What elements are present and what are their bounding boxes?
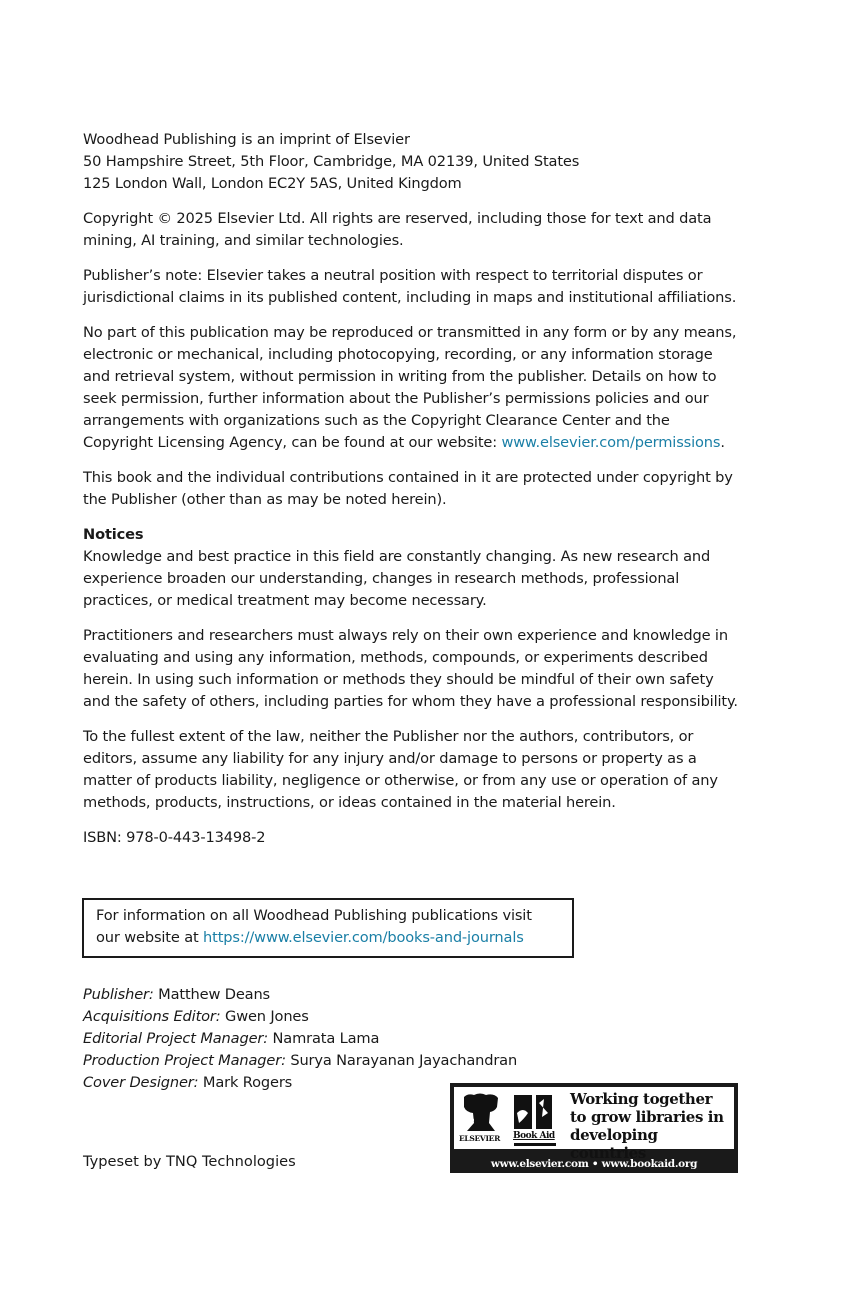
credit-role: Publisher: xyxy=(83,986,154,1003)
logo-panel xyxy=(454,1087,734,1162)
elsevier-bookaid-logo xyxy=(450,1083,738,1173)
infobox-line-1: For information on all Woodhead Publishing publications visit xyxy=(96,907,532,924)
publications-info-box xyxy=(82,898,574,958)
credit-role: Cover Designer: xyxy=(83,1074,199,1091)
copyright-statement: Copyright © 2025 Elsevier Ltd. All rights are reserved, including those for text and data mining, AI training, and similar technologies. xyxy=(83,210,712,249)
infobox-prefix: our website at xyxy=(96,929,204,946)
elsevier-tree-icon xyxy=(462,1093,500,1133)
credit-name: Surya Narayanan Jayachandran xyxy=(285,1052,518,1069)
bookaid-wordmark: Book Aid xyxy=(513,1131,555,1141)
permissions-text: No part of this publication may be reproduced or transmitted in any form or by any means, electronic or mechanical, including photocopying, recording, or any information storage and retrieval system, without permission in writing from the publisher. Details on how to seek permission, further information about the Publisher’s permissions policies and our arrangements with organizations such as the Copyright Clearance Center and the Copyright Licensing Agency, can be found at our website: xyxy=(83,324,737,451)
credit-production-pm xyxy=(83,1050,517,1072)
imprint-line: Woodhead Publishing is an imprint of Elsevier xyxy=(83,131,410,148)
credit-publisher xyxy=(83,984,517,1006)
slogan-line-2: to grow libraries in xyxy=(570,1108,724,1126)
book-aid-icon xyxy=(514,1093,554,1133)
credit-name: Gwen Jones xyxy=(220,1008,309,1025)
slogan-line-1: Working together xyxy=(570,1090,713,1108)
logo-urls: www.elsevier.com • www.bookaid.org xyxy=(490,1158,698,1170)
notices-paragraph-3: To the fullest extent of the law, neither the Publisher nor the authors, contributors, or editors, assume any liability for any injury and/or damage to persons or property as a matter of products liability, negligence or otherwise, or from any use or operation of any methods, products, instructions, or ideas contained in the material herein. xyxy=(83,728,718,811)
credit-acquisitions-editor xyxy=(83,1006,517,1028)
credit-name: Namrata Lama xyxy=(268,1030,380,1047)
elsevier-wordmark: ELSEVIER xyxy=(459,1134,500,1143)
notices-text-1: Knowledge and best practice in this field are constantly changing. As new research and experience broaden our understanding, changes in research methods, professional practices, or medical treatment may become necessary. xyxy=(83,548,711,609)
imprint-block xyxy=(83,129,743,195)
credit-role: Production Project Manager: xyxy=(83,1052,286,1069)
typeset-credit: Typeset by TNQ Technologies xyxy=(83,1153,296,1170)
publishers-note: Publisher’s note: Elsevier takes a neutral position with respect to territorial disputes or jurisdictional claims in its published content, including in maps and institutional affiliations. xyxy=(83,267,737,306)
notices-paragraph-2: Practitioners and researchers must always rely on their own experience and knowledge in evaluating and using any information, methods, compounds, or experiments described herein. In using such information or methods they should be mindful of their own safety and the safety of others, including parties for whom they have a professional responsibility. xyxy=(83,627,738,710)
credit-role: Editorial Project Manager: xyxy=(83,1030,269,1047)
address-us: 50 Hampshire Street, 5th Floor, Cambridge, MA 02139, United States xyxy=(83,153,580,170)
credit-role: Acquisitions Editor: xyxy=(83,1008,221,1025)
protection-statement: This book and the individual contributions contained in it are protected under copyright by the Publisher (other than as may be noted herein). xyxy=(83,469,733,508)
isbn: ISBN: 978-0-443-13498-2 xyxy=(83,829,266,846)
credit-name: Matthew Deans xyxy=(153,986,271,1003)
notices-heading: Notices xyxy=(83,526,144,543)
permissions-trailing: . xyxy=(720,434,725,451)
slogan-line-3: developing countries xyxy=(570,1126,658,1162)
logo-slogan xyxy=(570,1090,734,1162)
notices-paragraph-1 xyxy=(83,524,743,612)
books-journals-link[interactable]: https://www.elsevier.com/books-and-journals xyxy=(203,929,524,946)
credits-list xyxy=(83,984,517,1094)
credit-name: Mark Rogers xyxy=(198,1074,293,1091)
bookaid-subline xyxy=(514,1143,556,1146)
permissions-paragraph xyxy=(83,322,743,454)
permissions-link[interactable]: www.elsevier.com/permissions xyxy=(501,434,721,451)
credit-editorial-pm xyxy=(83,1028,517,1050)
copyright-page xyxy=(83,129,743,862)
address-uk: 125 London Wall, London EC2Y 5AS, United Kingdom xyxy=(83,175,462,192)
